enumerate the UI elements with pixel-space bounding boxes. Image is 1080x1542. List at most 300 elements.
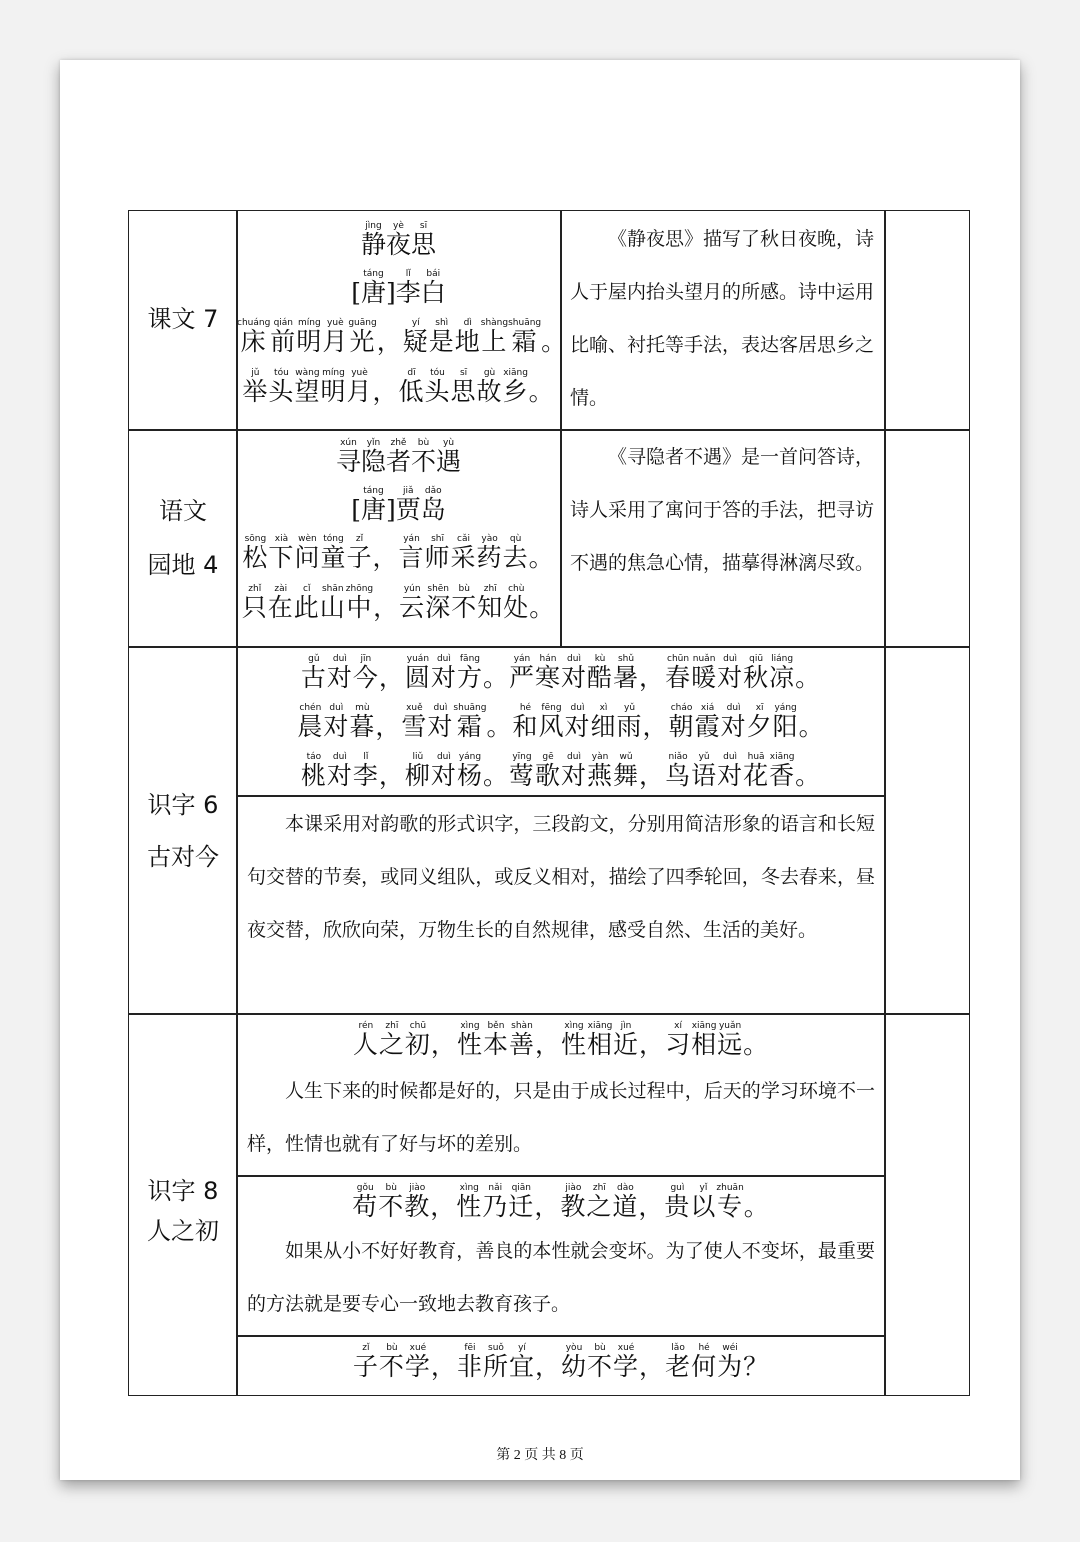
hanzi-with-pinyin: 性xìng: [561, 1021, 588, 1059]
pinyin: liǔ: [404, 752, 431, 762]
hanzi-with-pinyin: 莺yīng: [508, 752, 535, 790]
pinyin: xià: [268, 534, 295, 544]
hanzi-with-pinyin: 对duì: [561, 752, 588, 790]
pinyin: [386, 486, 396, 496]
hanzi-with-pinyin: 之zhī: [378, 1021, 405, 1059]
pinyin: gǒu: [352, 1183, 379, 1193]
hanzi-with-pinyin: 专zhuān: [716, 1183, 744, 1221]
label-line: 识字 6: [147, 791, 219, 819]
hanzi-with-pinyin: 阳yáng: [772, 703, 799, 741]
pinyin: chūn: [665, 654, 692, 664]
pinyin: [372, 534, 398, 544]
hanzi-with-pinyin: ，: [431, 1030, 457, 1059]
pinyin: zhǐ: [241, 584, 268, 594]
pinyin: yào: [476, 534, 503, 544]
pinyin: [372, 368, 398, 378]
hanzi-with-pinyin: 。: [483, 663, 509, 692]
pinyin: xì: [590, 703, 617, 713]
hanzi-with-pinyin: 下xià: [268, 534, 295, 572]
hanzi-with-pinyin: 。: [529, 377, 555, 406]
hanzi-with-pinyin: ，: [638, 1192, 664, 1221]
pinyin: yuè: [322, 318, 349, 328]
pinyin: yáng: [456, 752, 483, 762]
hanzi-with-pinyin: 本běn: [482, 1021, 509, 1059]
pinyin: fēng: [538, 703, 565, 713]
hanzi-with-pinyin: 习xí: [665, 1021, 692, 1059]
hanzi-with-pinyin: ，: [431, 1352, 457, 1381]
hanzi-with-pinyin: 疑yí: [402, 318, 429, 356]
hanzi-with-pinyin: 桃táo: [300, 752, 327, 790]
hanzi-with-pinyin: 师shī: [424, 534, 451, 572]
pinyin: wéi: [717, 1343, 744, 1353]
poem-title: [237, 221, 560, 261]
hanzi-with-pinyin: ，: [639, 1352, 665, 1381]
pinyin: guì: [664, 1183, 691, 1193]
pinyin: qián: [270, 318, 297, 328]
pinyin: lǎo: [665, 1343, 692, 1353]
pinyin: [430, 1183, 456, 1193]
hanzi-with-pinyin: 远yuǎn: [717, 1021, 744, 1059]
label-line: 古对今: [147, 843, 219, 871]
pinyin: yán: [398, 534, 425, 544]
pinyin: lǐ: [352, 752, 379, 762]
pinyin: fēi: [456, 1343, 483, 1353]
pinyin: yàn: [587, 752, 614, 762]
pinyin: sī: [450, 368, 477, 378]
pinyin: yīng: [508, 752, 535, 762]
hanzi-with-pinyin: 上shàng: [480, 318, 509, 356]
pinyin: shì: [428, 318, 455, 328]
pinyin: [483, 752, 509, 762]
hanzi-with-pinyin: 药yào: [476, 534, 503, 572]
pinyin: táng: [360, 269, 386, 279]
pinyin: [638, 1183, 664, 1193]
pinyin: bù: [411, 438, 437, 448]
hanzi-with-pinyin: ，: [639, 761, 665, 790]
hanzi-with-pinyin: 贾jiǎ: [395, 486, 421, 524]
pinyin: [795, 752, 821, 762]
hanzi-with-pinyin: ，: [375, 712, 401, 741]
hanzi-with-pinyin: 以yǐ: [690, 1183, 717, 1221]
pinyin: mù: [349, 703, 376, 713]
pinyin: [639, 1343, 665, 1353]
pinyin: zǐ: [352, 1343, 379, 1353]
pinyin: xìng: [456, 1183, 483, 1193]
pinyin: [431, 1343, 457, 1353]
hanzi-with-pinyin: 地dì: [454, 318, 481, 356]
hanzi-with-pinyin: 。: [744, 1192, 770, 1221]
rhyme-line: [237, 752, 885, 792]
hanzi-with-pinyin: 。: [529, 593, 555, 622]
poem-line: [237, 368, 560, 408]
pinyin: shuāng: [508, 318, 542, 328]
hanzi-with-pinyin: ，: [377, 327, 403, 356]
pinyin: jīn: [352, 654, 379, 664]
pinyin: shàn: [508, 1021, 535, 1031]
hanzi-with-pinyin: 举jǔ: [242, 368, 269, 406]
hanzi-with-pinyin: 。: [743, 1030, 769, 1059]
pinyin: wǔ: [613, 752, 640, 762]
hanzi-with-pinyin: 宜yí: [508, 1343, 535, 1381]
pinyin: míng: [320, 368, 347, 378]
hanzi-with-pinyin: 不bù: [378, 1183, 405, 1221]
hanzi-with-pinyin: 苟gǒu: [352, 1183, 379, 1221]
rhyme-line: [237, 703, 885, 743]
pinyin: jiǎ: [395, 486, 421, 496]
pinyin: lǐ: [395, 269, 421, 279]
hanzi-with-pinyin: 圆yuán: [404, 654, 431, 692]
pinyin: míng: [296, 318, 323, 328]
pinyin: [743, 1343, 769, 1353]
hanzi-with-pinyin: 在zài: [267, 584, 294, 622]
hanzi-with-pinyin: ，: [535, 1352, 561, 1381]
pinyin: [486, 703, 512, 713]
pinyin: duì: [561, 654, 588, 664]
pinyin: niǎo: [665, 752, 692, 762]
pinyin: xìng: [456, 1021, 483, 1031]
poem-line: [237, 318, 568, 358]
pinyin: bù: [587, 1343, 614, 1353]
hanzi-with-pinyin: 不bù: [587, 1343, 614, 1381]
hanzi-with-pinyin: ，: [639, 663, 665, 692]
pinyin: [351, 486, 361, 496]
pinyin: suǒ: [482, 1343, 509, 1353]
pinyin: chū: [404, 1021, 431, 1031]
hanzi-with-pinyin: 霞xiá: [694, 703, 721, 741]
hanzi-with-pinyin: 对duì: [326, 752, 353, 790]
pinyin: chuáng: [237, 318, 271, 328]
pinyin: shēn: [425, 584, 452, 594]
pinyin: yǔ: [616, 703, 643, 713]
pinyin: xí: [665, 1021, 692, 1031]
hanzi-with-pinyin: 晨chén: [297, 703, 324, 741]
hanzi-with-pinyin: ，: [430, 1192, 456, 1221]
hanzi-with-pinyin: 近jìn: [613, 1021, 640, 1059]
pinyin: cháo: [668, 703, 695, 713]
hanzi-with-pinyin: 风fēng: [538, 703, 565, 741]
pinyin: [379, 752, 405, 762]
hanzi-with-pinyin: 鸟niǎo: [665, 752, 692, 790]
row-label-literacy-6: [129, 793, 237, 869]
hanzi-with-pinyin: 暖nuǎn: [691, 654, 718, 692]
hanzi-with-pinyin: 学xué: [613, 1343, 640, 1381]
label-line: 课文 7: [147, 305, 219, 333]
pinyin: [386, 269, 396, 279]
pinyin: yí: [508, 1343, 535, 1353]
pinyin: yán: [508, 654, 535, 664]
pinyin: gù: [476, 368, 503, 378]
hanzi-with-pinyin: 春chūn: [665, 654, 692, 692]
hanzi-with-pinyin: 思sī: [411, 221, 437, 259]
hanzi-with-pinyin: 深shēn: [425, 584, 452, 622]
pinyin: [351, 269, 361, 279]
pinyin: tóu: [268, 368, 295, 378]
pinyin: jiào: [404, 1183, 431, 1193]
hanzi-with-pinyin: 朝cháo: [668, 703, 695, 741]
hanzi-with-pinyin: 暮mù: [349, 703, 376, 741]
hanzi-with-pinyin: 雨yǔ: [616, 703, 643, 741]
pinyin: guāng: [348, 318, 377, 328]
pinyin: zhī: [477, 584, 504, 594]
hanzi-with-pinyin: 李lǐ: [352, 752, 379, 790]
hanzi-with-pinyin: 不bù: [411, 438, 437, 476]
hanzi-with-pinyin: 霜shuāng: [508, 318, 542, 356]
pinyin: yòu: [561, 1343, 588, 1353]
label-line: 园地 4: [147, 551, 219, 579]
pinyin: zài: [267, 584, 294, 594]
hanzi-with-pinyin: 对duì: [564, 703, 591, 741]
pinyin: jiào: [560, 1183, 587, 1193]
pinyin: duì: [720, 703, 747, 713]
hanzi-with-pinyin: 松sōng: [242, 534, 269, 572]
hanzi-with-pinyin: 静jìng: [360, 221, 386, 259]
hanzi-with-pinyin: ，: [379, 761, 405, 790]
hanzi-with-pinyin: 者zhě: [385, 438, 411, 476]
hanzi-with-pinyin: 方fāng: [456, 654, 483, 692]
pinyin: duì: [326, 752, 353, 762]
hanzi-with-pinyin: 唐táng: [360, 269, 386, 307]
hanzi-with-pinyin: 岛dǎo: [420, 486, 446, 524]
pinyin: jìng: [360, 221, 386, 231]
hanzi-with-pinyin: 对duì: [430, 752, 457, 790]
hanzi-with-pinyin: 夜yè: [385, 221, 411, 259]
hanzi-with-pinyin: 头tóu: [424, 368, 451, 406]
pinyin: shī: [424, 534, 451, 544]
hanzi-with-pinyin: 道dào: [612, 1183, 639, 1221]
pinyin: duì: [561, 752, 588, 762]
poem-title: [237, 438, 560, 478]
hanzi-with-pinyin: 对duì: [717, 654, 744, 692]
hanzi-with-pinyin: 去qù: [502, 534, 529, 572]
hanzi-with-pinyin: 望wàng: [294, 368, 321, 406]
hanzi-with-pinyin: 性xìng: [456, 1021, 483, 1059]
pinyin: [795, 654, 821, 664]
pinyin: táng: [360, 486, 386, 496]
hanzi-with-pinyin: 知zhī: [477, 584, 504, 622]
classic-line: [237, 1343, 885, 1383]
hanzi-with-pinyin: 凉liáng: [769, 654, 796, 692]
hanzi-with-pinyin: 只zhǐ: [241, 584, 268, 622]
hanzi-with-pinyin: 是shì: [428, 318, 455, 356]
classic-description: 人生下来的时候都是好的，只是由于成长过程中，后天的学习环境不一样，性情也就有了好与坏的差别。: [247, 1080, 875, 1155]
pinyin: [743, 1021, 769, 1031]
pinyin: yù: [436, 438, 462, 448]
hanzi-with-pinyin: 歌gē: [534, 752, 561, 790]
pinyin: yǐn: [360, 438, 386, 448]
pinyin: tóu: [424, 368, 451, 378]
pinyin: [375, 703, 401, 713]
pinyin: fāng: [456, 654, 483, 664]
hanzi-with-pinyin: ，: [639, 1030, 665, 1059]
pinyin: xiāng: [769, 752, 796, 762]
pinyin: [379, 654, 405, 664]
page-footer: 第 2 页 共 8 页: [496, 1448, 584, 1463]
hanzi-with-pinyin: 舞wǔ: [613, 752, 640, 790]
pinyin: jìn: [613, 1021, 640, 1031]
hanzi-with-pinyin: 。: [541, 327, 567, 356]
poem-author: [237, 269, 560, 309]
pinyin: qiān: [508, 1183, 535, 1193]
pinyin: xiá: [694, 703, 721, 713]
hanzi-with-pinyin: 教jiào: [404, 1183, 431, 1221]
label-line: 识字 8: [147, 1177, 219, 1205]
pinyin: xué: [404, 1343, 431, 1353]
pinyin: yǔ: [691, 752, 718, 762]
lesson-description: 本课采用对韵歌的形式识字，三段韵文，分别用简洁形象的语言和长短句交替的节奏，或同义组队，或反义相对，描绘了四季轮回，冬去春来，昼夜交替，欣欣向荣，万物生长的自然规律，感受自然、生活的美好。: [247, 813, 875, 941]
pinyin: zhōng: [345, 584, 374, 594]
hanzi-with-pinyin: ，: [372, 377, 398, 406]
pinyin: bù: [378, 1183, 405, 1193]
hanzi-with-pinyin: 相xiāng: [691, 1021, 718, 1059]
hanzi-with-pinyin: 幼yòu: [561, 1343, 588, 1381]
hanzi-with-pinyin: 唐táng: [360, 486, 386, 524]
pinyin: shǔ: [613, 654, 640, 664]
pinyin: yuán: [404, 654, 431, 664]
classic-line: [237, 1183, 885, 1223]
pinyin: shān: [319, 584, 346, 594]
pinyin: [639, 654, 665, 664]
hanzi-with-pinyin: 山shān: [319, 584, 346, 622]
hanzi-with-pinyin: 。: [799, 712, 825, 741]
hanzi-with-pinyin: 花huā: [743, 752, 770, 790]
hanzi-with-pinyin: [: [351, 278, 361, 307]
pinyin: [529, 534, 555, 544]
hanzi-with-pinyin: 雪xuě: [401, 703, 428, 741]
hanzi-with-pinyin: 遇yù: [436, 438, 462, 476]
classic-line: [237, 1021, 885, 1061]
pinyin: liáng: [769, 654, 796, 664]
pinyin: [483, 654, 509, 664]
pinyin: kù: [587, 654, 614, 664]
pinyin: yún: [399, 584, 426, 594]
hanzi-with-pinyin: 对duì: [326, 654, 353, 692]
hanzi-with-pinyin: 。: [795, 663, 821, 692]
hanzi-with-pinyin: 故gù: [476, 368, 503, 406]
pinyin: zhuān: [716, 1183, 744, 1193]
hanzi-with-pinyin: ]: [386, 278, 396, 307]
hanzi-with-pinyin: ，: [535, 1030, 561, 1059]
hanzi-with-pinyin: 酷kù: [587, 654, 614, 692]
pinyin: cǎi: [450, 534, 477, 544]
pinyin: sōng: [242, 534, 269, 544]
pinyin: duì: [326, 654, 353, 664]
pinyin: huā: [743, 752, 770, 762]
hanzi-with-pinyin: [: [351, 495, 361, 524]
hanzi-with-pinyin: 乡xiāng: [502, 368, 529, 406]
pinyin: [643, 703, 669, 713]
hanzi-with-pinyin: 非fēi: [456, 1343, 483, 1381]
pinyin: bù: [378, 1343, 405, 1353]
hanzi-with-pinyin: 不bù: [378, 1343, 405, 1381]
hanzi-with-pinyin: 中zhōng: [345, 584, 374, 622]
hanzi-with-pinyin: 不bù: [451, 584, 478, 622]
hanzi-with-pinyin: 杨yáng: [456, 752, 483, 790]
hanzi-with-pinyin: 对duì: [720, 703, 747, 741]
pinyin: duì: [323, 703, 350, 713]
pinyin: yuǎn: [717, 1021, 744, 1031]
hanzi-with-pinyin: 善shàn: [508, 1021, 535, 1059]
hanzi-with-pinyin: 寒hán: [534, 654, 561, 692]
hanzi-with-pinyin: 学xué: [404, 1343, 431, 1381]
hanzi-with-pinyin: ？: [743, 1352, 769, 1381]
pinyin: chù: [503, 584, 530, 594]
pinyin: gǔ: [300, 654, 327, 664]
hanzi-with-pinyin: 子zǐ: [346, 534, 373, 572]
hanzi-with-pinyin: 香xiāng: [769, 752, 796, 790]
label-line: 人之初: [147, 1217, 219, 1245]
pinyin: xī: [746, 703, 773, 713]
pinyin: táo: [300, 752, 327, 762]
pinyin: dǎo: [420, 486, 446, 496]
pinyin: gē: [534, 752, 561, 762]
hanzi-with-pinyin: 此cǐ: [293, 584, 320, 622]
hanzi-with-pinyin: 贵guì: [664, 1183, 691, 1221]
pinyin: yuè: [346, 368, 373, 378]
classic-description: 如果从小不好好教育，善良的本性就会变坏。为了使人不变坏，最重要的方法就是要专心一致地去教育孩子。: [247, 1240, 875, 1315]
pinyin: hé: [512, 703, 539, 713]
pinyin: [535, 1021, 561, 1031]
pinyin: [534, 1183, 560, 1193]
hanzi-with-pinyin: 细xì: [590, 703, 617, 741]
pinyin: nuǎn: [691, 654, 718, 664]
hanzi-with-pinyin: 床chuáng: [237, 318, 271, 356]
pinyin: zhě: [385, 438, 411, 448]
hanzi-with-pinyin: 语yǔ: [691, 752, 718, 790]
pinyin: hán: [534, 654, 561, 664]
pinyin: zhī: [378, 1021, 405, 1031]
pinyin: xún: [335, 438, 361, 448]
pinyin: dī: [398, 368, 425, 378]
hanzi-with-pinyin: 乃nǎi: [482, 1183, 509, 1221]
hanzi-with-pinyin: 之zhī: [586, 1183, 613, 1221]
hanzi-with-pinyin: 教jiào: [560, 1183, 587, 1221]
hanzi-with-pinyin: 。: [795, 761, 821, 790]
pinyin: bái: [420, 269, 446, 279]
hanzi-with-pinyin: 燕yàn: [587, 752, 614, 790]
hanzi-with-pinyin: 和hé: [512, 703, 539, 741]
pinyin: zǐ: [346, 534, 373, 544]
hanzi-with-pinyin: 古gǔ: [300, 654, 327, 692]
poem-line: [237, 534, 560, 574]
pinyin: xiāng: [587, 1021, 614, 1031]
pinyin: dào: [612, 1183, 639, 1193]
hanzi-with-pinyin: 暑shǔ: [613, 654, 640, 692]
pinyin: tóng: [320, 534, 347, 544]
hanzi-with-pinyin: ，: [372, 543, 398, 572]
label-line: 语文: [159, 497, 207, 525]
pinyin: xué: [613, 1343, 640, 1353]
hanzi-with-pinyin: 性xìng: [456, 1183, 483, 1221]
pinyin: duì: [564, 703, 591, 713]
lesson-table: [128, 210, 970, 1396]
hanzi-with-pinyin: 李lǐ: [395, 269, 421, 307]
hanzi-with-pinyin: 对duì: [717, 752, 744, 790]
pinyin: bù: [451, 584, 478, 594]
hanzi-with-pinyin: 头tóu: [268, 368, 295, 406]
pinyin: [529, 584, 555, 594]
pinyin: rén: [352, 1021, 379, 1031]
hanzi-with-pinyin: 所suǒ: [482, 1343, 509, 1381]
hanzi-with-pinyin: 子zǐ: [352, 1343, 379, 1381]
hanzi-with-pinyin: 寻xún: [335, 438, 361, 476]
pinyin: [535, 1343, 561, 1353]
hanzi-with-pinyin: ，: [534, 1192, 560, 1221]
hanzi-with-pinyin: 对duì: [430, 654, 457, 692]
hanzi-with-pinyin: 前qián: [270, 318, 297, 356]
hanzi-with-pinyin: 月yuè: [322, 318, 349, 356]
pinyin: běn: [482, 1021, 509, 1031]
hanzi-with-pinyin: ]: [386, 495, 396, 524]
